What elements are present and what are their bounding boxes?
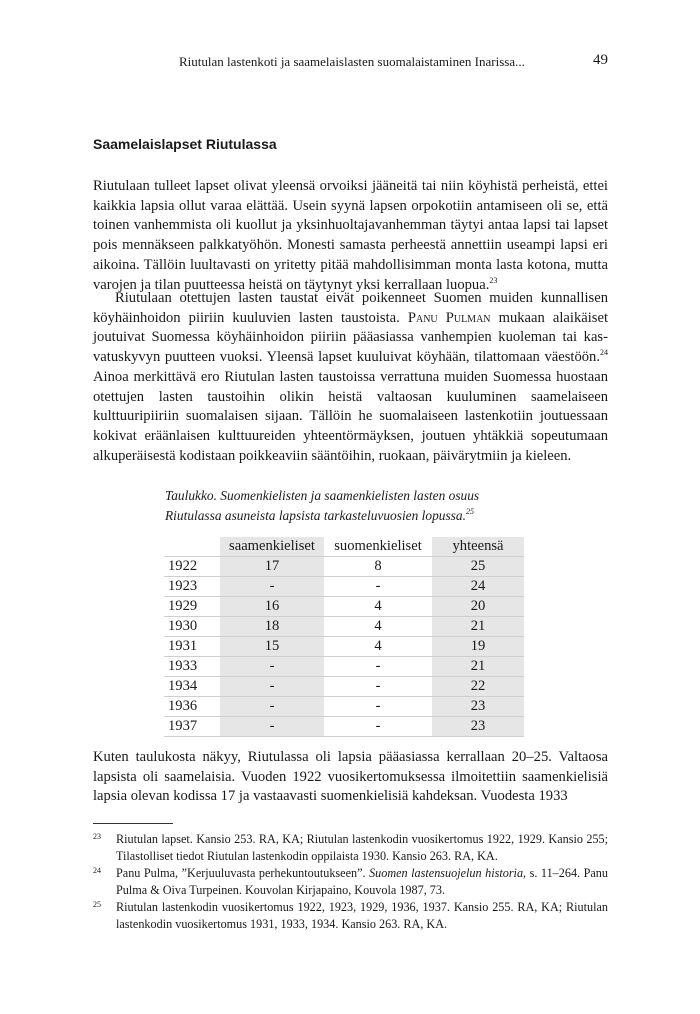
table-caption-text: Taulukko. Suomenkielisten ja saamenkielisten lasten osuus Riutulassa asuneista lapsista tarkasteluvuosien lopussa.: [165, 488, 480, 523]
footnote-divider: [93, 823, 173, 824]
table-caption: [165, 486, 525, 525]
cell-yhteensa: 25: [432, 557, 524, 577]
running-head: [93, 54, 608, 72]
cell-year: 1931: [164, 637, 220, 657]
cell-yhteensa: 21: [432, 617, 524, 637]
cell-saamenkieliset: -: [220, 577, 324, 597]
cell-yhteensa: 19: [432, 637, 524, 657]
cell-year: 1929: [164, 597, 220, 617]
footnote-book-title: Suomen lastensuojelun historia: [369, 866, 524, 880]
column-header-yhteensa: yhteensä: [432, 537, 524, 557]
cell-suomenkieliset: -: [324, 717, 432, 737]
column-header-saamenkieliset: saamenkieliset: [220, 537, 324, 557]
cell-saamenkieliset: 17: [220, 557, 324, 577]
cell-year: 1923: [164, 577, 220, 597]
cell-saamenkieliset: -: [220, 657, 324, 677]
footnote-ref-23: 23: [489, 275, 498, 285]
footnote-23: [93, 831, 608, 864]
footnote-25: [93, 899, 608, 932]
cell-saamenkieliset: 18: [220, 617, 324, 637]
table-header-row: [164, 537, 524, 557]
column-header-year: [164, 537, 220, 557]
footnote-number: 24: [93, 866, 101, 875]
footnote-ref-25: 25: [465, 506, 474, 516]
paragraph-1-text: Riutulaan tulleet lapset olivat yleensä orvoiksi jääneitä tai niin köyhistä perheistä, ettei kaikkia lapsia ollut varaa elättää. Usein syynä lapsen orpokotiin antamiseen oli se, että toinen vanhemmista oli kuollut ja yksinhuoltajavanhemman täytyi antaa lapsi tai lapset pois mennäkseen palkkatyöhön. Monesti samasta perheestä annettiin useampi lapsi eri aikoina. Tällöin luultavasti on yritetty pitää mahdollisimman monta lasta kotona, mutta varojen ja tilan puutteessa heistä on täytynyt yksi kerrallaan luopua.: [93, 178, 608, 293]
footnote-text: Riutulan lapset. Kansio 253. RA, KA; Riutulan lastenkodin vuosikertomus 1922, 1929. Kansio 255; Tilastolliset tiedot Riutulan lastenkodin oppilaista 1930. Kansio 263. RA, KA.: [116, 832, 608, 863]
cell-suomenkieliset: -: [324, 657, 432, 677]
cell-suomenkieliset: -: [324, 697, 432, 717]
column-header-suomenkieliset: suomenkieliset: [324, 537, 432, 557]
cell-saamenkieliset: -: [220, 677, 324, 697]
table-row: [164, 677, 524, 697]
running-title: Riutulan lastenkoti ja saamelaislasten suomalaistaminen Inarissa...: [179, 54, 525, 69]
cell-saamenkieliset: -: [220, 717, 324, 737]
footnotes: [93, 831, 608, 933]
cell-yhteensa: 23: [432, 717, 524, 737]
footnote-number: 23: [93, 832, 101, 841]
table-row: [164, 637, 524, 657]
cell-yhteensa: 20: [432, 597, 524, 617]
table-row: [164, 717, 524, 737]
table-row: [164, 657, 524, 677]
cell-year: 1934: [164, 677, 220, 697]
footnote-number: 25: [93, 900, 101, 909]
cell-year: 1937: [164, 717, 220, 737]
table-row: [164, 557, 524, 577]
footnote-text-before: Panu Pulma, ”Kerjuuluvasta perhekuntoutukseen”.: [116, 866, 370, 880]
footnote-text: Riutulan lastenkodin vuosikertomus 1922, 1923, 1929, 1936, 1937. Kansio 255. RA, KA; Riutulan lastenkodin vuosikertomus 1931, 1933, 1934. Kansio 263. RA, KA.: [116, 900, 608, 931]
author-name: Panu Pulman: [407, 309, 491, 326]
footnote-24: [93, 865, 608, 898]
cell-suomenkieliset: 4: [324, 597, 432, 617]
data-table: [164, 537, 524, 737]
footnote-text: [116, 865, 608, 898]
cell-year: 1933: [164, 657, 220, 677]
cell-suomenkieliset: 4: [324, 617, 432, 637]
section-heading: Saamelaislapset Riutulassa: [93, 136, 277, 152]
table-row: [164, 697, 524, 717]
paragraph-2-part-2: mukaan alaikäiset joutuivat Suomessa köyhäinhoidon piiriin pääasiassa vanhempien kuoleman tai kasvatuskyvyn puutteen vuoksi. Yleensä lapset kuuluivat köyhään, tilattomaan väestöön.: [93, 309, 608, 366]
cell-yhteensa: 22: [432, 677, 524, 697]
cell-suomenkieliset: 8: [324, 557, 432, 577]
footnote-ref-24: 24: [600, 348, 608, 358]
cell-year: 1930: [164, 617, 220, 637]
paragraph-2-part-3: Ainoa merkittävä ero Riutulan lasten taustoissa verrattuna muiden Suomessa huostaan otettujen lasten taustoihin olikin heistä valtaosan kuuluminen saamelaiseen kulttuuripiiriin suomalaisen sijaan. Tällöin he suomalaiseen lastenkotiin joutuessaan kokivat eräänlaisen kulttuureiden yhteentörmäyksen, joutuen yhtäkkiä sopeutumaan alkuperäisestä kodistaan poikkeaviin sääntöihin, ruokaan, päivärytmiin ja kieleen.: [93, 368, 608, 464]
cell-saamenkieliset: 15: [220, 637, 324, 657]
cell-year: 1922: [164, 557, 220, 577]
footnote-text-after: , s. 11–264. Panu Pulma & Oiva Turpeinen. Kouvolan Kirjapaino, Kouvola 1987, 73.: [116, 866, 608, 897]
cell-suomenkieliset: 4: [324, 637, 432, 657]
cell-suomenkieliset: -: [324, 577, 432, 597]
cell-saamenkieliset: -: [220, 697, 324, 717]
table-row: [164, 617, 524, 637]
paragraph-1: [93, 177, 608, 295]
cell-yhteensa: 23: [432, 697, 524, 717]
paragraph-2: [93, 289, 608, 466]
paragraph-2-part-1: Riutulaan otettujen lasten taustat eivät poikenneet Suomen muiden kunnallisen köyhäinhoidon piiriin kuuluvien lasten taustoista.: [93, 290, 608, 326]
page-number: 49: [593, 52, 608, 68]
table-row: [164, 597, 524, 617]
table-row: [164, 577, 524, 597]
cell-yhteensa: 21: [432, 657, 524, 677]
cell-saamenkieliset: 16: [220, 597, 324, 617]
cell-yhteensa: 24: [432, 577, 524, 597]
cell-year: 1936: [164, 697, 220, 717]
cell-suomenkieliset: -: [324, 677, 432, 697]
paragraph-3: Kuten taulukosta näkyy, Riutulassa oli lapsia pääasiassa kerrallaan 20–25. Valtaosa lapsista oli saamelaisia. Vuoden 1922 vuosikertomuksessa ilmoitettiin saamenkielisiä lapsia olevan kodissa 17 ja vastaavasti suomenkielisiä kahdeksan. Vuodesta 1933: [93, 749, 608, 805]
